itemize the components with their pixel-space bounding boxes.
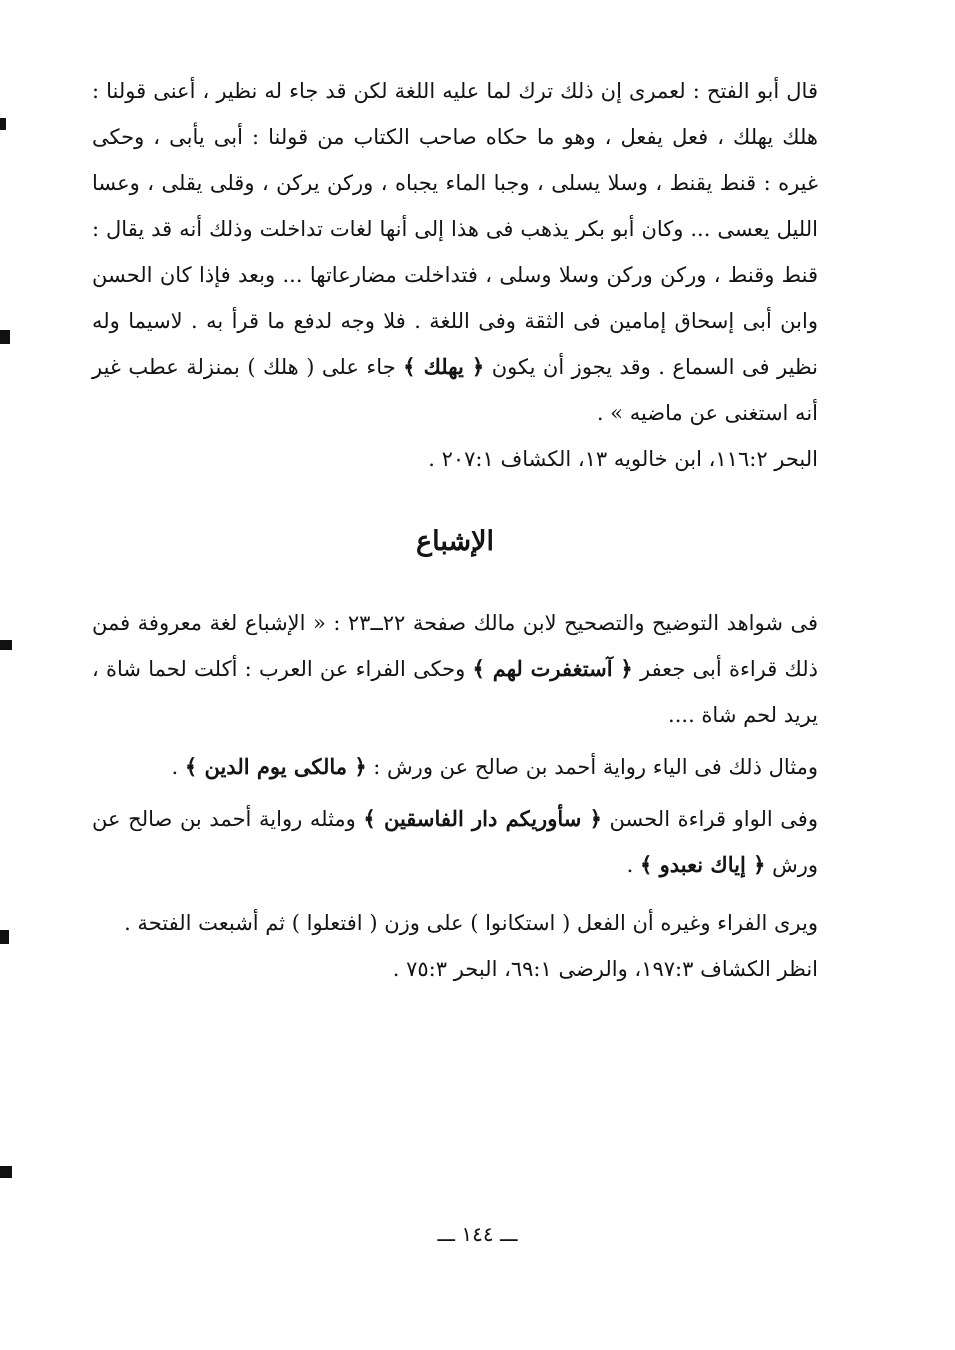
quran-quote: ﴿ مالكى يوم الدين ﴾ xyxy=(184,754,367,779)
paragraph-text: ومثله رواية أحمد بن صالح عن ورش xyxy=(92,807,818,877)
paragraph-text: . xyxy=(171,755,185,779)
paragraph-ishbaa xyxy=(92,600,818,738)
page-number: ـــ ١٤٤ ـــ xyxy=(437,1222,518,1246)
paragraph-text: وحكى الفراء عن العرب : أكلت لحما شاة ، يريد لحم شاة .... xyxy=(92,657,818,727)
paragraph-text: . xyxy=(626,853,640,877)
paragraph-waw-example xyxy=(92,796,818,888)
paragraph-ya-example xyxy=(92,744,818,790)
paragraph-text: جاء على ( هلك ) بمنزلة عطب غير أنه استغنى عن ماضيه » . xyxy=(92,355,818,425)
document-page xyxy=(92,68,818,992)
quran-quote: ﴿ سأوريكم دار الفاسقين ﴾ xyxy=(363,806,602,831)
quran-quote: ﴿ يهلك ﴾ xyxy=(403,354,485,379)
section-title: الإشباع xyxy=(415,526,494,557)
paragraph-text: قال أبو الفتح : لعمرى إن ذلك ترك لما عليه اللغة لكن قد جاء له نظير ، أعنى قولنا : هلك يهلك ، فعل يفعل ، وهو ما حكاه صاحب الكتاب من قولنا : أبى يأبى ، وحكى غيره : قنط يقنط ، وسلا يسلى ، وجبا الماء يجباه ، وركن يركن ، وقلى يقلى ، وعسا الليل يعسى ... وكان أبو بكر يذهب فى هذا إلى أنها لغات تداخلت وذلك أنه قد يقال : قنط وقنط ، وركن وركن وسلا وسلى ، فتداخلت مضارعاتها ... وبعد فإذا كان الحسن وابن أبى إسحاق إمامين فى الثقة وفى اللغة . فلا وجه لدفع ما قرأ به . لاسيما وله نظير فى السماع . وقد يجوز أن يكون xyxy=(92,79,818,379)
scan-mark xyxy=(0,118,6,130)
quran-quote: ﴿ آستغفرت لهم ﴾ xyxy=(472,656,633,681)
paragraph-text: فى شواهد التوضيح والتصحيح لابن مالك صفحة ٢٢ــ٢٣ : « الإشباع لغة معروفة فمن ذلك قراءة أبى جعفر xyxy=(92,611,818,681)
reference-line: البحر ١١٦:٢، ابن خالويه ١٣، الكشاف ٢٠٧:١ . xyxy=(428,447,818,471)
scan-mark xyxy=(0,1166,12,1178)
paragraph-text: ومثال ذلك فى الياء رواية أحمد بن صالح عن ورش : xyxy=(366,755,818,779)
scan-mark xyxy=(0,640,12,650)
scan-mark xyxy=(0,330,10,344)
quran-quote: ﴿ إياك نعبدو ﴾ xyxy=(640,852,766,877)
paragraph-abu-alfath xyxy=(92,68,818,436)
scan-mark xyxy=(0,930,9,944)
paragraph-text: وفى الواو قراءة الحسن xyxy=(601,807,818,831)
reference-line: انظر الكشاف ١٩٧:٣، والرضى ٦٩:١، البحر ٧٥:٣ . xyxy=(392,957,818,981)
paragraph-farra: ويرى الفراء وغيره أن الفعل ( استكانوا ) على وزن ( افتعلوا ) ثم أشبعت الفتحة . xyxy=(124,911,818,935)
